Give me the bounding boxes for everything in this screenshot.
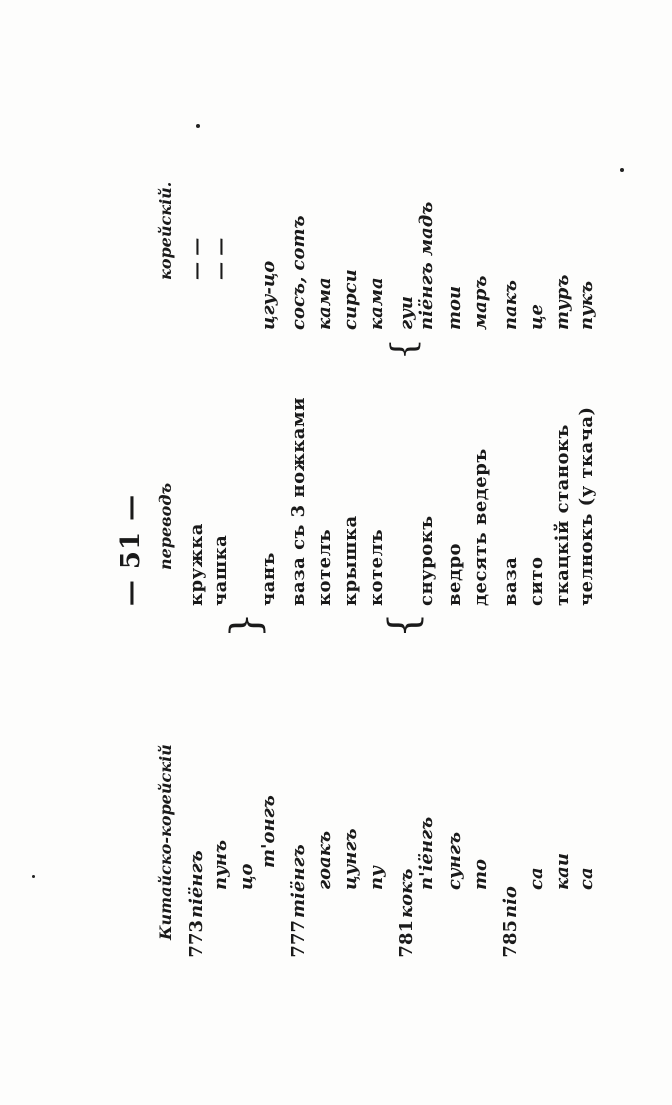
korean-word: піёнгъ мадъ [416, 201, 437, 330]
translation: десять ведеръ [470, 448, 491, 606]
korean-word: пукъ [576, 280, 597, 330]
column-header-translation: переводъ [156, 482, 175, 570]
table-row [442, 120, 468, 980]
chinese-korean-word: пунъ [210, 839, 231, 890]
scan-speck [620, 168, 624, 172]
table-row [574, 120, 600, 980]
chinese-korean-word: піо [500, 886, 521, 918]
table-row [256, 120, 282, 980]
table-row [364, 120, 390, 980]
chinese-korean-word: гоакъ [314, 830, 335, 890]
scan-speck [32, 875, 35, 878]
chinese-korean-word: цо [236, 863, 257, 890]
table-row [414, 120, 440, 980]
chinese-korean-word: цунгъ [340, 828, 361, 890]
translation: ведро [444, 542, 465, 606]
translation: снурокъ [416, 515, 437, 606]
column-header-korean: корейскій. [156, 181, 175, 280]
column-header-chinese-korean: Китайско-корейскій [156, 744, 175, 940]
chinese-korean-word: т'онгъ [258, 795, 279, 868]
translation: ваза съ 3 ножками [288, 397, 309, 606]
chinese-korean-word: п'іёнгъ [416, 816, 437, 890]
korean-word: це [526, 304, 547, 330]
korean-word: — — [210, 237, 231, 280]
chinese-korean-word: пу [366, 866, 387, 890]
table-row [286, 120, 312, 980]
translation: ваза [500, 556, 521, 606]
table-row [312, 120, 338, 980]
korean-word: маръ [470, 275, 491, 330]
korean-word: кама [314, 277, 335, 330]
korean-word: сирси [340, 269, 361, 330]
korean-word: сосъ, сотъ [288, 215, 309, 330]
korean-word: — — [186, 237, 207, 280]
korean-word: пакъ [500, 279, 521, 330]
korean-word: кама [366, 277, 387, 330]
entry-number: 785 [500, 920, 521, 958]
chinese-korean-word: са [526, 867, 547, 890]
chinese-korean-word: сунгъ [444, 831, 465, 890]
translation: кружка [186, 523, 207, 606]
korean-word: тои [444, 285, 465, 330]
entry-number: 781 [396, 920, 417, 958]
chinese-korean-word: са [576, 867, 597, 890]
entry-number: 773 [186, 920, 207, 958]
translation: сито [526, 556, 547, 606]
korean-word: туръ [552, 274, 573, 330]
entry-number: 777 [288, 920, 309, 958]
translation: чашка [210, 534, 231, 606]
table-row [524, 120, 550, 980]
rotated-page-content [100, 120, 600, 980]
korean-word: цгу-цо [258, 260, 279, 330]
chinese-korean-word: кокъ [396, 868, 417, 918]
table-row [550, 120, 576, 980]
translation: ткацкій станокъ [552, 424, 573, 606]
table-row [208, 120, 234, 980]
korean-word: гуи [396, 296, 417, 330]
chinese-korean-word: то [470, 858, 491, 890]
table-row [468, 120, 494, 980]
page-number: — 51 — [116, 493, 146, 607]
translation: чанъ [258, 552, 279, 606]
translation: крышка [340, 515, 361, 606]
chinese-korean-word: каи [552, 853, 573, 890]
brace-glyph: { [384, 338, 424, 360]
table-row [498, 120, 524, 980]
table-row [184, 120, 210, 980]
table-row [338, 120, 364, 980]
translation: челнокъ (у ткача) [576, 406, 597, 606]
brace-glyph: } [223, 612, 269, 638]
translation: котелъ [366, 528, 387, 606]
brace-glyph: { [381, 612, 427, 638]
scan-speck [196, 124, 200, 128]
chinese-korean-word: піёнгъ [186, 850, 207, 918]
chinese-korean-word: тіёнгъ [288, 844, 309, 918]
translation: котелъ [314, 528, 335, 606]
